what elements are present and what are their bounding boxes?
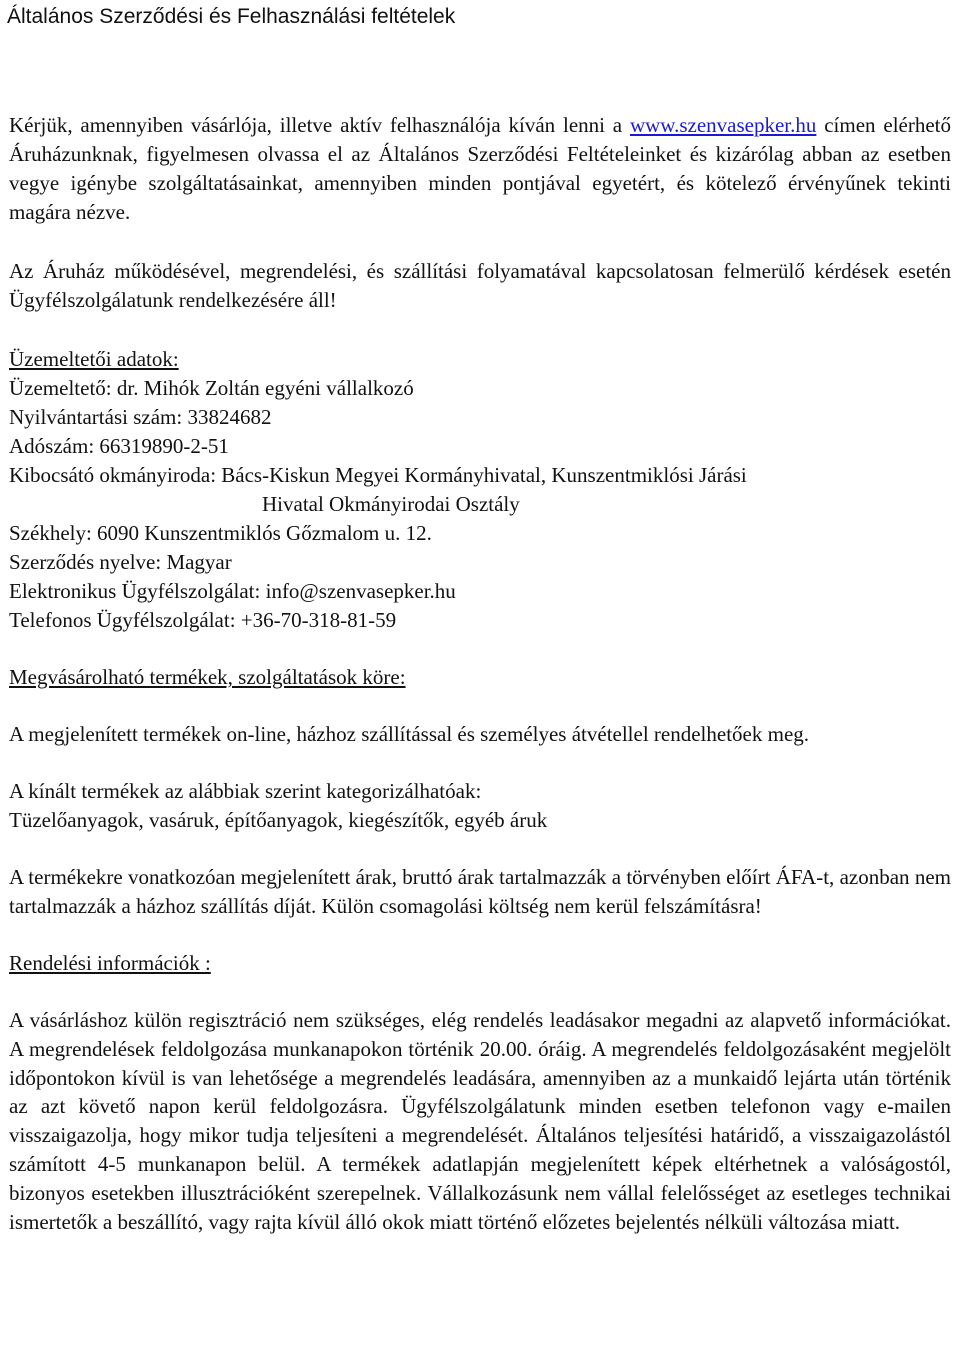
products-heading: Megvásárolható termékek, szolgáltatások köre: bbox=[9, 665, 406, 689]
intro-text-end: címen elérhető Áruházunknak, figyelmesen olvassa el az Általános Szerződési Feltételeinket és kizárólag abban az esetben vegye igénybe szolgáltatásainkat, amennyiben minden pontjával egyetért, és kötelező érvényűnek tekinti magára nézve. bbox=[9, 113, 951, 224]
page-title: Általános Szerződési és Felhasználási feltételek bbox=[7, 5, 456, 28]
categories-label: A kínált termékek az alábbiak szerint kategorizálhatóak: bbox=[9, 779, 482, 803]
operator-line: Székhely: 6090 Kunszentmiklós Gőzmalom u. 12. bbox=[9, 521, 432, 545]
ordering-heading: Rendelési információk : bbox=[9, 951, 211, 975]
operator-line: Adószám: 66319890-2-51 bbox=[9, 434, 229, 458]
categories-block bbox=[9, 777, 951, 835]
operator-line: Elektronikus Ügyfélszolgálat: info@szenvasepker.hu bbox=[9, 579, 456, 603]
operator-line: Üzemeltető: dr. Mihók Zoltán egyéni vállalkozó bbox=[9, 376, 414, 400]
operator-heading: Üzemeltetői adatok: bbox=[9, 347, 179, 371]
categories-list: Tüzelőanyagok, vasáruk, építőanyagok, kiegészítők, egyéb áruk bbox=[9, 808, 548, 832]
intro-text-start: Kérjük, amennyiben vásárlója, illetve aktív felhasználója kíván lenni a bbox=[9, 113, 630, 137]
operator-line: Hivatal Okmányirodai Osztály bbox=[262, 492, 520, 516]
contact-paragraph: Az Áruház működésével, megrendelési, és szállítási folyamatával kapcsolatosan felmerülő kérdések esetén Ügyfélszolgálatunk rendelkezésére áll! bbox=[9, 259, 951, 312]
operator-line: Kibocsátó okmányiroda: Bács-Kiskun Megyei Kormányhivatal, Kunszentmiklósi Járási bbox=[9, 463, 747, 487]
operator-line: Nyilvántartási szám: 33824682 bbox=[9, 405, 272, 429]
operator-line: Szerződés nyelve: Magyar bbox=[9, 550, 232, 574]
prices-paragraph: A termékekre vonatkozóan megjelenített árak, bruttó árak tartalmazzák a törvényben előírt ÁFA-t, azonban nem tartalmazzák a házhoz szállítás díját. Külön csomagolási költség nem kerül felszámításra! bbox=[9, 865, 951, 918]
ordering-paragraph: A vásárláshoz külön regisztráció nem szükséges, elég rendelés leadásakor megadni az alapvető információkat. A megrendelések feldolgozása munkanapokon történik 20.00. óráig. A megrendelés feldolgozásaként megjelölt időpontokon kívül is van lehetősége a megrendelés leadására, amennyiben az a munkaidő lejárta után történik az azt követő napon kerül feldolgozásra. Ügyfélszolgálatunk minden esetben telefonon vagy e-mailen visszaigazolja, hogy mikor tudja teljesíteni a megrendelését. Általános teljesítési határidő, a visszaigazolástól számított 4-5 munkanapon belül. A termékek adatlapján megjelenített képek eltérhetnek a valóságostól, bizonyos esetekben illusztrációként szerepelnek. Vállalkozásunk nem vállal felelősséget az esetleges technikai ismertetők a beszállító, vagy rajta kívül álló okok miatt történő előzetes bejelentés nélküli változása miatt. bbox=[9, 1008, 951, 1234]
document-page bbox=[0, 2, 960, 1236]
website-link[interactable]: www.szenvasepker.hu bbox=[629, 113, 817, 137]
intro-paragraph bbox=[9, 111, 951, 227]
products-paragraph: A megjelenített termékek on-line, házhoz szállítással és személyes átvétellel rendelhetőek meg. bbox=[9, 722, 810, 746]
operator-line: Telefonos Ügyfélszolgálat: +36-70-318-81-59 bbox=[9, 608, 397, 632]
operator-section bbox=[9, 345, 951, 635]
